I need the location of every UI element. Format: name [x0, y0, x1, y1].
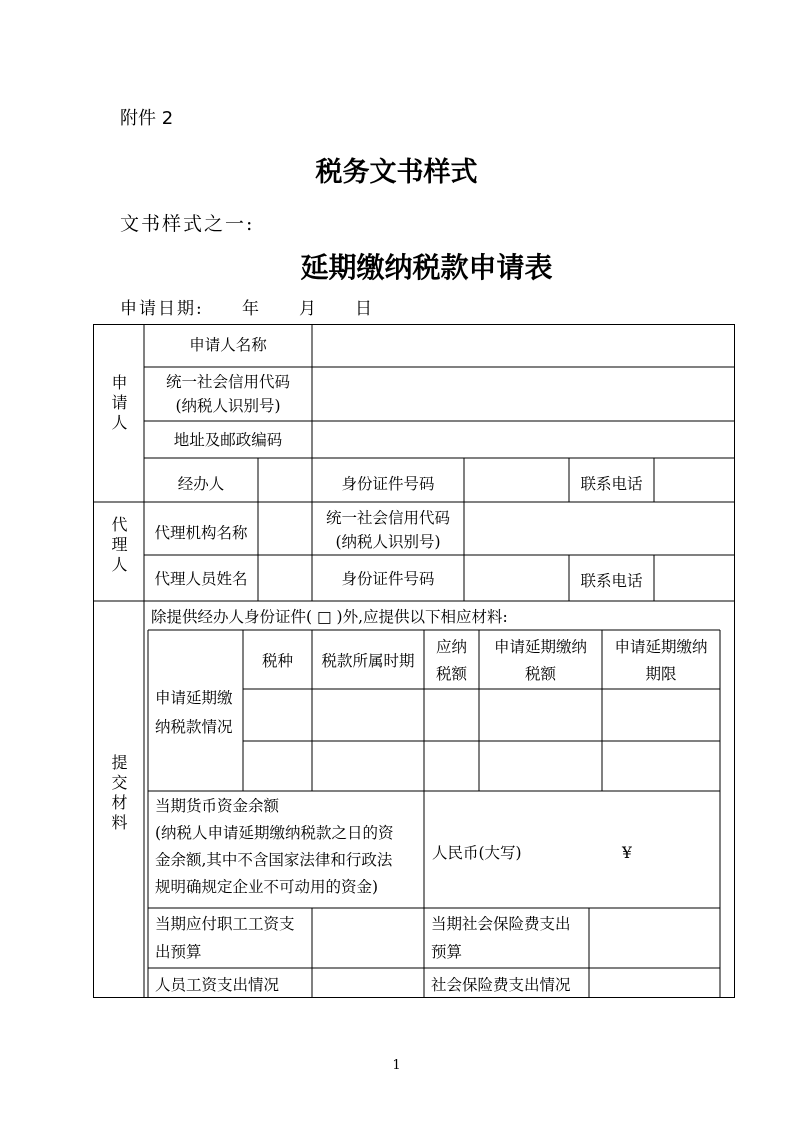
applicant-taxpayer-id-label: (纳税人识别号) [175, 397, 281, 415]
agent-credit-code-label: 统一社会信用代码 [325, 509, 450, 527]
agent-id-number-label: 身份证件号码 [341, 570, 435, 588]
agent-taxpayer-id-label: (纳税人识别号) [335, 533, 441, 551]
section-materials-label: 提交材料 [109, 754, 128, 834]
year-label: 年 [242, 299, 259, 319]
social-actual-label: 社会保险费支出情况 [431, 976, 571, 994]
col-deferral-amount-2: 税额 [524, 665, 556, 683]
applicant-credit-code-label: 统一社会信用代码 [165, 373, 290, 391]
agent-person-name-label: 代理人员姓名 [154, 570, 248, 588]
applicant-address-label: 地址及邮政编码 [173, 431, 283, 449]
annex-label: 附件 2 [120, 108, 174, 129]
social-budget-label-2: 预算 [431, 943, 463, 961]
handler-id-number-label: 身份证件号码 [341, 475, 435, 493]
yen-symbol: ¥ [622, 844, 632, 862]
col-tax-period: 税款所属时期 [321, 652, 415, 670]
col-tax-due-2: 税额 [435, 665, 467, 683]
cash-balance-label: 当期货币资金余额 [155, 797, 280, 815]
wages-budget-label-1: 当期应付职工工资支 [155, 915, 295, 933]
month-label: 月 [299, 299, 316, 319]
wages-budget-label-2: 出预算 [155, 943, 202, 961]
col-deferral-term-2: 期限 [645, 665, 677, 683]
wages-actual-label: 人员工资支出情况 [155, 976, 280, 994]
col-deferral-amount-1: 申请延期缴纳 [493, 638, 587, 656]
agent-org-name-label: 代理机构名称 [154, 524, 248, 542]
cash-balance-note-1: (纳税人申请延期缴纳税款之日的资 [155, 824, 394, 842]
deferral-situation-label-1: 申请延期缴 [155, 689, 233, 707]
social-budget-label-1: 当期社会保险费支出 [431, 915, 571, 933]
deferral-application-form [93, 324, 735, 998]
handler-label: 经办人 [177, 475, 225, 493]
section-agent-label: 代理人 [109, 516, 128, 576]
sample-label: 文书样式之一: [120, 213, 255, 235]
col-deferral-term-1: 申请延期缴纳 [614, 638, 708, 656]
agent-phone-label: 联系电话 [580, 572, 643, 590]
apply-date-label: 申请日期: [120, 299, 204, 319]
section-applicant-label: 申请人 [109, 374, 128, 434]
cash-balance-note-2: 金余额,其中不含国家法律和行政法 [155, 851, 393, 869]
applicant-name-label: 申请人名称 [189, 336, 267, 354]
col-tax-due-1: 应纳 [435, 638, 467, 656]
deferral-situation-label-2: 纳税款情况 [155, 718, 233, 736]
col-tax-type: 税种 [261, 652, 293, 670]
rmb-uppercase-label: 人民币(大写) [432, 844, 522, 862]
form-title: 延期缴纳税款申请表 [300, 251, 553, 284]
page-number: 1 [392, 1058, 401, 1073]
cash-balance-note-3: 规明确规定企业不可动用的资金) [155, 878, 379, 896]
handler-phone-label: 联系电话 [580, 475, 643, 493]
document-title: 税务文书样式 [315, 157, 478, 188]
day-label: 日 [355, 299, 372, 319]
materials-intro: 除提供经办人身份证件( □ )外,应提供以下相应材料: [151, 608, 508, 626]
